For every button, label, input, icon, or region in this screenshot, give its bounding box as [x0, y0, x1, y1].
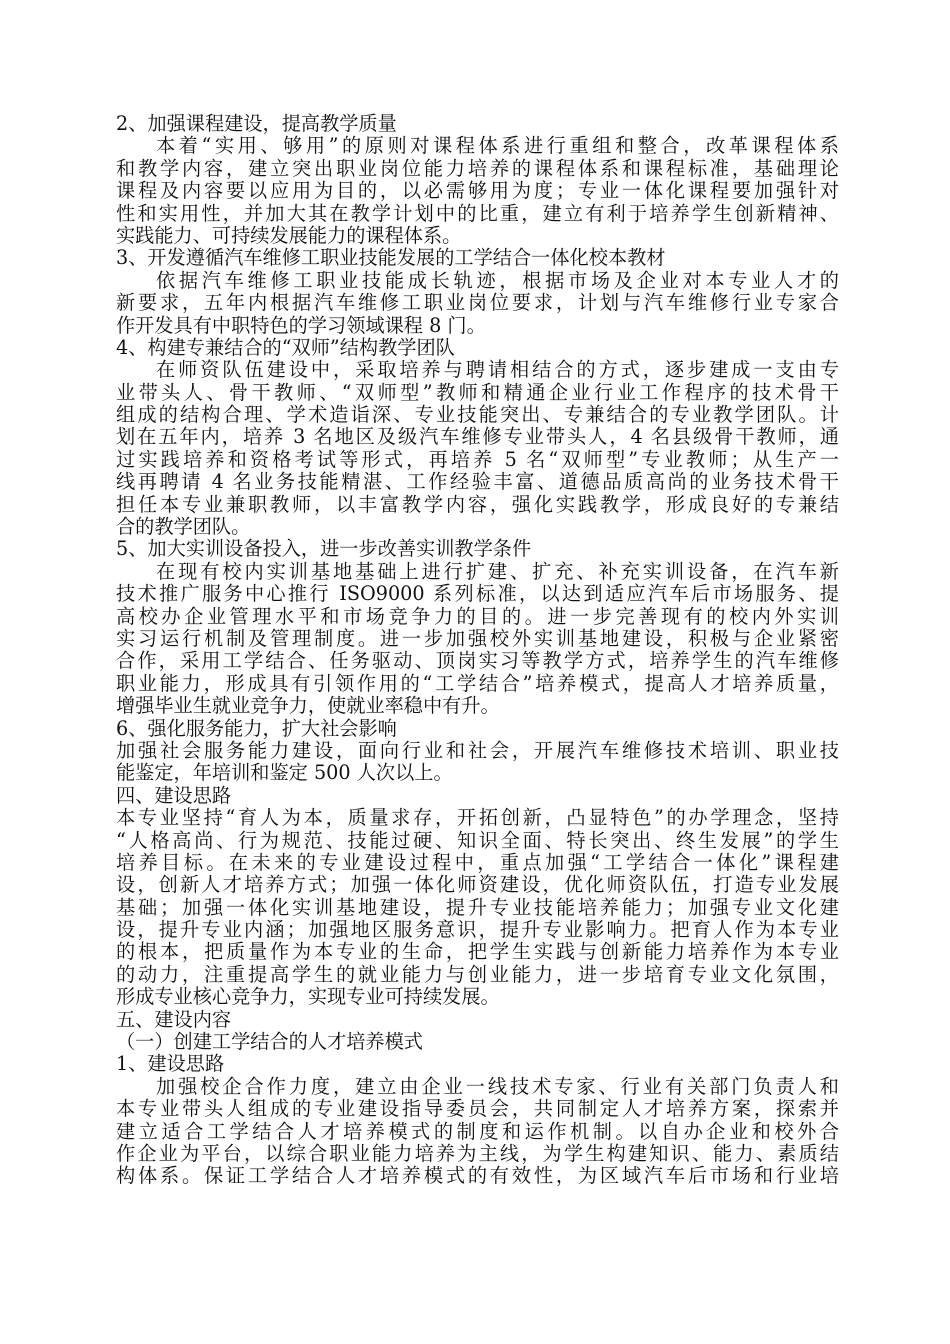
paragraph-line: 在现有校内实训基地基础上进行扩建、扩充、补充实训设备，在汽车新: [156, 559, 839, 583]
document-page: [116, 113, 839, 1188]
paragraph-line: 构体系。保证工学结合人才培养模式的有效性，为区域汽车后市场和行业培: [116, 1164, 839, 1188]
paragraph-line: 能鉴定，年培训和鉴定 500 人次以上。: [116, 761, 453, 785]
paragraph-line: “人格高尚、行为规范、技能过硬、知识全面、特长突出、终生发展”的学生: [116, 828, 839, 852]
paragraph-line: 合作，采用工学结合、任务驱动、顶岗实习等教学方式，培养学生的汽车维修: [116, 649, 839, 673]
paragraph-line: 技术推广服务中心推行 ISO9000 系列标准，以达到适应汽车后市场服务、提: [116, 582, 839, 606]
paragraph-line: 的根本，把质量作为本专业的生命，把学生实践与创新能力培养作为本专业: [116, 940, 839, 964]
paragraph-line: 过实践培养和资格考试等形式，再培养 5 名“双师型”专业教师；从生产一: [116, 447, 839, 471]
paragraph-line: 的动力，注重提高学生的就业能力与创业能力，进一步培育专业文化氛围，: [116, 962, 839, 986]
paragraph-line: 高校办企业管理水平和市场竞争力的目的。进一步完善现有的校内外实训: [116, 604, 839, 628]
paragraph-line: 培养目标。在未来的专业建设过程中，重点加强“工学结合一体化”课程建: [116, 850, 839, 874]
section-heading: 五、建设内容: [116, 1007, 232, 1031]
paragraph-line: 设，创新人才培养方式；加强一体化师资建设，优化师资队伍，打造专业发展: [116, 873, 839, 897]
section-heading: 3、开发遵循汽车维修工职业技能发展的工学结合一体化校本教材: [116, 246, 666, 270]
paragraph-line: 基础；加强一体化实训基地建设，提升专业技能培养能力；加强专业文化建: [116, 895, 839, 919]
paragraph-line: 课程及内容要以应用为目的，以必需够用为度；专业一体化课程要加强针对: [116, 179, 839, 203]
section-heading: 四、建设思路: [116, 783, 232, 807]
paragraph-line: 划在五年内，培养 3 名地区及级汽车维修专业带头人，4 名县级骨干教师，通: [116, 425, 839, 449]
paragraph-line: 性和实用性，并加大其在教学计划中的比重，建立有利于培养学生创新精神、: [116, 201, 839, 225]
paragraph-line: 业带头人、骨干教师、“双师型”教师和精通企业行业工作程序的技术骨干: [116, 380, 839, 404]
section-heading: 4、构建专兼结合的“双师”结构教学团队: [116, 335, 455, 359]
paragraph-line: 担任本专业兼职教师，以丰富教学内容，强化实践教学，形成良好的专兼结: [116, 492, 839, 516]
paragraph-line: 新要求，五年内根据汽车维修工职业岗位要求，计划与汽车维修行业专家合: [116, 291, 839, 315]
paragraph-line: 组成的结构合理、学术造诣深、专业技能突出、专兼结合的专业教学团队。计: [116, 403, 839, 427]
paragraph-line: 加强校企合作力度，建立由企业一线技术专家、行业有关部门负责人和: [156, 1074, 839, 1098]
paragraph-line: 设，提升专业内涵；加强地区服务意识，提升专业影响力。把育人作为本专业: [116, 918, 839, 942]
paragraph-line: 线再聘请 4 名业务技能精湛、工作经验丰富、道德品质高尚的业务技术骨干: [116, 470, 839, 494]
paragraph-line: 实践能力、可持续发展能力的课程体系。: [116, 223, 462, 247]
paragraph-line: 建立适合工学结合人才培养模式的制度和运作机制。以自办企业和校外合: [116, 1119, 839, 1143]
section-heading: 6、强化服务能力，扩大社会影响: [116, 716, 397, 740]
section-heading: 5、加大实训设备投入，进一步改善实训教学条件: [116, 537, 532, 561]
section-heading: （一）创建工学结合的人才培养模式: [116, 1030, 423, 1054]
paragraph-line: 依据汽车维修工职业技能成长轨迹，根据市场及企业对本专业人才的: [156, 268, 839, 292]
section-heading: 2、加强课程建设，提高教学质量: [116, 112, 397, 135]
paragraph-line: 形成专业核心竞争力，实现专业可持续发展。: [116, 985, 500, 1009]
paragraph-line: 作企业为平台，以综合职业能力培养为主线，为学生构建知识、能力、素质结: [116, 1141, 839, 1165]
paragraph-line: 实习运行机制及管理制度。进一步加强校外实训基地建设，积极与企业紧密: [116, 626, 839, 650]
paragraph-line: 增强毕业生就业竞争力，使就业率稳中有升。: [116, 694, 500, 718]
paragraph-line: 和教学内容，建立突出职业岗位能力培养的课程体系和课程标准，基础理论: [116, 156, 839, 180]
paragraph-line: 职业能力，形成具有引领作用的“工学结合”培养模式，提高人才培养质量，: [116, 671, 839, 695]
paragraph-line: 在师资队伍建设中，采取培养与聘请相结合的方式，逐步建成一支由专: [156, 358, 839, 382]
section-heading: 1、建设思路: [116, 1052, 225, 1076]
paragraph-line: 合的教学团队。: [116, 515, 251, 539]
paragraph-line: 本专业坚持“育人为本，质量求存，开拓创新，凸显特色”的办学理念，坚持: [116, 806, 839, 830]
paragraph-line: 本专业带头人组成的专业建设指导委员会，共同制定人才培养方案，探索并: [116, 1097, 839, 1121]
paragraph-line: 本着“实用、够用”的原则对课程体系进行重组和整合，改革课程体系: [156, 134, 839, 158]
paragraph-line: 作开发具有中职特色的学习领域课程 8 门。: [116, 313, 486, 337]
paragraph-line: 加强社会服务能力建设，面向行业和社会，开展汽车维修技术培训、职业技: [116, 738, 839, 762]
